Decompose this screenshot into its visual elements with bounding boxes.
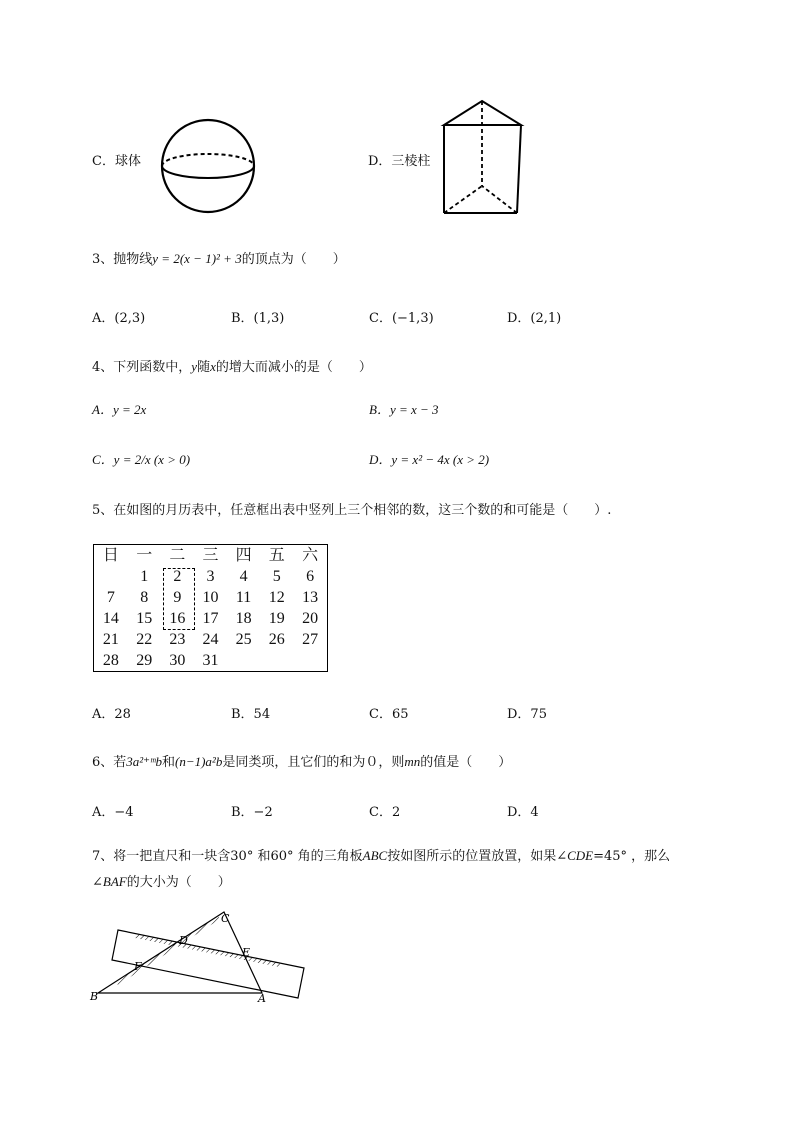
calendar-cell: 13 xyxy=(302,588,319,606)
calendar-header-cell: 四 xyxy=(235,547,252,565)
option-c-sphere-label: C．球体 xyxy=(92,154,141,169)
point-d-label: D xyxy=(179,934,188,947)
q6-option-c: C．2 xyxy=(369,805,401,820)
calendar-cell: 8 xyxy=(140,588,149,606)
q6-option-a: A．−4 xyxy=(92,805,134,820)
calendar-cell: 22 xyxy=(136,630,153,648)
q5-option-d: D．75 xyxy=(507,707,547,722)
calendar-cell: 23 xyxy=(169,630,186,648)
calendar-row xyxy=(94,608,328,629)
q7-line-2 xyxy=(92,871,231,890)
calendar-row xyxy=(94,650,328,672)
point-a-label: A xyxy=(258,992,266,1005)
calendar-cell: 30 xyxy=(169,651,186,669)
calendar-cell: 15 xyxy=(136,609,153,627)
calendar-cell xyxy=(227,650,260,672)
q5-option-a: A．28 xyxy=(92,707,131,722)
calendar-cell: 12 xyxy=(268,588,285,606)
calendar-header-cell: 五 xyxy=(268,547,285,565)
calendar-cell xyxy=(260,650,293,672)
calendar-cell: 14 xyxy=(102,609,119,627)
ruler-triangle-figure xyxy=(90,910,310,1005)
calendar-cell: 2 xyxy=(173,568,182,586)
calendar-cell: 29 xyxy=(136,651,153,669)
q7-line-1 xyxy=(92,845,670,864)
q4-option-a: A．y = 2x xyxy=(92,402,147,417)
triangular-prism-figure xyxy=(440,98,525,218)
q3-option-a: A．(2,3) xyxy=(92,311,146,326)
calendar-header-cell: 一 xyxy=(136,547,153,565)
q3-tail: 的顶点为（ ） xyxy=(241,252,346,267)
q6-tail2: 的值是（ ） xyxy=(420,755,512,770)
q7-line1-b: 按如图所示的位置放置，如果∠ xyxy=(387,849,568,864)
calendar-cell: 3 xyxy=(206,568,215,586)
q4-var-y: y xyxy=(191,359,198,374)
q6-tail: 是同类项，且它们的和为０，则 xyxy=(222,755,405,770)
calendar-cell: 16 xyxy=(169,609,186,627)
q6-mn: mn xyxy=(404,754,421,769)
q3-stem: 3、抛物线 xyxy=(92,252,153,267)
calendar-cell: 5 xyxy=(272,568,281,586)
q6-option-d: D．4 xyxy=(507,805,539,820)
q6-option-b: B．−2 xyxy=(231,805,273,820)
calendar-cell: 9 xyxy=(173,588,182,606)
calendar-cell: 19 xyxy=(268,609,285,627)
question-4 xyxy=(92,356,372,375)
q4-option-c: C．y = 2/x (x > 0) xyxy=(92,452,191,467)
calendar-header-cell: 日 xyxy=(102,547,119,565)
q7-cde: CDE xyxy=(567,848,594,863)
q7-abc: ABC xyxy=(362,848,388,863)
calendar-cell: 10 xyxy=(202,588,219,606)
q4-tail: 的增大而减小的是（ ） xyxy=(215,360,372,375)
q5-stem: 5、在如图的月历表中，任意框出表中竖列上三个相邻的数，这三个数的和可能是（ ）. xyxy=(92,503,612,518)
calendar-cell: 28 xyxy=(102,651,119,669)
point-e-label: E xyxy=(242,946,251,959)
q7-line2-a: ∠ xyxy=(92,875,103,890)
q6-term1: 3a²⁺ᵐb xyxy=(126,754,162,769)
q7-line1-a: 7、将一把直尺和一块含30° 和60° 角的三角板 xyxy=(92,849,363,864)
calendar-cell: 25 xyxy=(235,630,252,648)
calendar-table xyxy=(93,544,328,672)
calendar-cell: 31 xyxy=(202,651,219,669)
q3-option-c: C．(−1,3) xyxy=(369,311,434,326)
calendar-cell: 6 xyxy=(306,568,315,586)
q6-stem: 6、若 xyxy=(92,755,127,770)
q4-stem: 4、下列函数中， xyxy=(92,360,192,375)
calendar-cell xyxy=(94,566,128,587)
question-6 xyxy=(92,751,511,770)
calendar-dashed-selection xyxy=(163,568,195,630)
calendar-cell: 11 xyxy=(235,588,252,606)
calendar-cell: 18 xyxy=(235,609,252,627)
calendar-header-cell: 六 xyxy=(302,547,319,565)
calendar-cell: 24 xyxy=(202,630,219,648)
calendar-cell: 20 xyxy=(302,609,319,627)
point-b-label: B xyxy=(90,990,99,1003)
calendar-cell: 4 xyxy=(239,568,248,586)
q4-option-d: D．y = x² − 4x (x > 2) xyxy=(369,452,490,467)
sphere-figure xyxy=(160,118,260,218)
calendar-cell: 21 xyxy=(102,630,119,648)
calendar-cell: 26 xyxy=(268,630,285,648)
calendar-row xyxy=(94,587,328,608)
q7-line2-b: 的大小为（ ） xyxy=(126,875,231,890)
q6-term2: (n−1)a²b xyxy=(174,754,223,769)
q4-var-x: x xyxy=(210,359,216,374)
q6-and: 和 xyxy=(161,755,175,770)
calendar-header-row xyxy=(94,545,328,567)
calendar-header-cell: 三 xyxy=(202,547,219,565)
calendar-row xyxy=(94,566,328,587)
calendar-cell: 17 xyxy=(202,609,219,627)
calendar-cell: 27 xyxy=(302,630,319,648)
q3-formula: y = 2(x − 1)² + 3 xyxy=(152,251,242,266)
calendar-cell: 1 xyxy=(140,568,149,586)
q5-option-b: B．54 xyxy=(231,707,271,722)
calendar-row xyxy=(94,629,328,650)
q3-option-b: B．(1,3) xyxy=(231,311,285,326)
q7-baf: BAF xyxy=(102,874,127,889)
point-f-label: F xyxy=(134,960,142,973)
calendar-cell: 7 xyxy=(106,588,115,606)
q4-mid: 随 xyxy=(197,360,211,375)
point-c-label: C xyxy=(221,912,230,925)
calendar-cell xyxy=(293,650,327,672)
q5-option-c: C．65 xyxy=(369,707,409,722)
q4-option-b: B．y = x − 3 xyxy=(369,402,439,417)
option-d-prism-label: D．三棱柱 xyxy=(368,154,431,169)
calendar-header-cell: 二 xyxy=(169,547,186,565)
question-3 xyxy=(92,248,346,267)
q7-line1-c: =45° ，那么 xyxy=(593,849,671,864)
q3-option-d: D．(2,1) xyxy=(507,311,562,326)
